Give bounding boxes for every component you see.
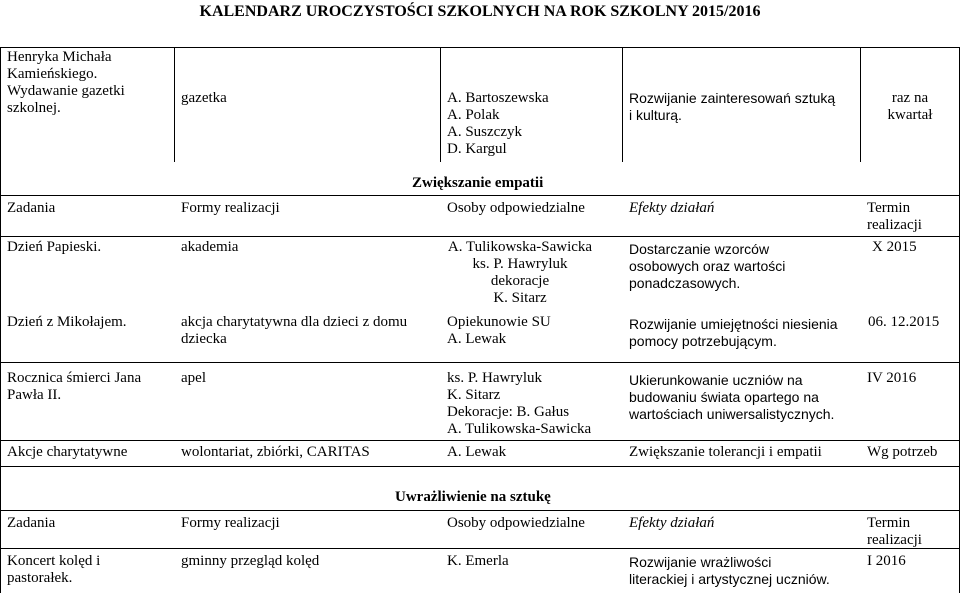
header-osoby: Osoby odpowiedzialne [447,515,585,531]
cell-osoby: K. Emerla [447,553,509,569]
cell-termin: Wg potrzeb [867,444,938,460]
cell-osoby: Opiekunowie SU A. Lewak [447,314,551,347]
cell-termin: IV 2016 [867,370,917,386]
cell-zadanie: Dzień Papieski. [7,239,102,255]
cell-forma: akcja charytatywna dla dzieci z domu dziecka [181,314,408,347]
cell-forma: wolontariat, zbiórki, CARITAS [181,444,370,460]
cell-forma: akademia [181,239,239,255]
cell-osoby: A. Tulikowska-Sawicka ks. P. Hawryluk dekoracje K. Sitarz [447,239,593,306]
cell-termin: 06. 12.2015 [868,314,940,330]
section-title: Zwiększanie empatii [412,175,544,191]
cell-osoby: A. Lewak [447,444,507,460]
cell-forma: apel [181,370,206,386]
cell-efekty: Dostarczanie wzorców osobowych oraz wartości ponadczasowych. [629,241,786,291]
cell-forma: gminny przegląd kolęd [181,553,320,569]
cell-zadanie: Rocznica śmierci Jana Pawła II. [7,370,142,403]
cell-osoby: ks. P. Hawryluk K. Sitarz Dekoracje: B. Gałus A. Tulikowska-Sawicka [447,370,592,437]
cell-termin: X 2015 [872,239,917,255]
header-efekty: Efekty działań [629,515,715,531]
cell-zadanie: Henryka Michała Kamieńskiego. Wydawanie gazetki szkolnej. [7,49,125,116]
cell-efekty: Rozwijanie wrażliwości literackiej i artystycznej uczniów. [629,554,830,587]
header-formy: Formy realizacji [181,200,280,216]
cell-osoby: A. Bartoszewska A. Polak A. Suszczyk D. Kargul [447,90,549,157]
header-termin: Termin realizacji [867,515,922,548]
header-formy: Formy realizacji [181,515,280,531]
cell-zadanie: Dzień z Mikołajem. [7,314,127,330]
section-title: Uwrażliwienie na sztukę [395,489,551,505]
cell-forma: gazetka [181,90,227,106]
cell-efekty: Rozwijanie umiejętności niesienia pomocy potrzebującym. [629,316,838,349]
cell-efekty: Zwiększanie tolerancji i empatii [629,444,822,460]
header-termin: Termin realizacji [867,200,922,233]
header-zadania: Zadania [7,515,56,531]
cell-zadanie: Akcje charytatywne [7,444,128,460]
cell-zadanie: Koncert kolęd i pastorałek. [7,553,101,586]
cell-efekty: Ukierunkowanie uczniów na budowaniu świata opartego na wartościach uniwersalistycznych. [629,372,835,422]
page-title: KALENDARZ UROCZYSTOŚCI SZKOLNYCH NA ROK SZKOLNY 2015/2016 [199,3,761,20]
header-efekty: Efekty działań [629,200,715,216]
header-osoby: Osoby odpowiedzialne [447,200,585,216]
cell-termin: I 2016 [867,553,906,569]
cell-termin: raz na kwartał [887,90,933,123]
header-zadania: Zadania [7,200,56,216]
cell-efekty: Rozwijanie zainteresowań sztuką i kulturą. [629,90,836,123]
